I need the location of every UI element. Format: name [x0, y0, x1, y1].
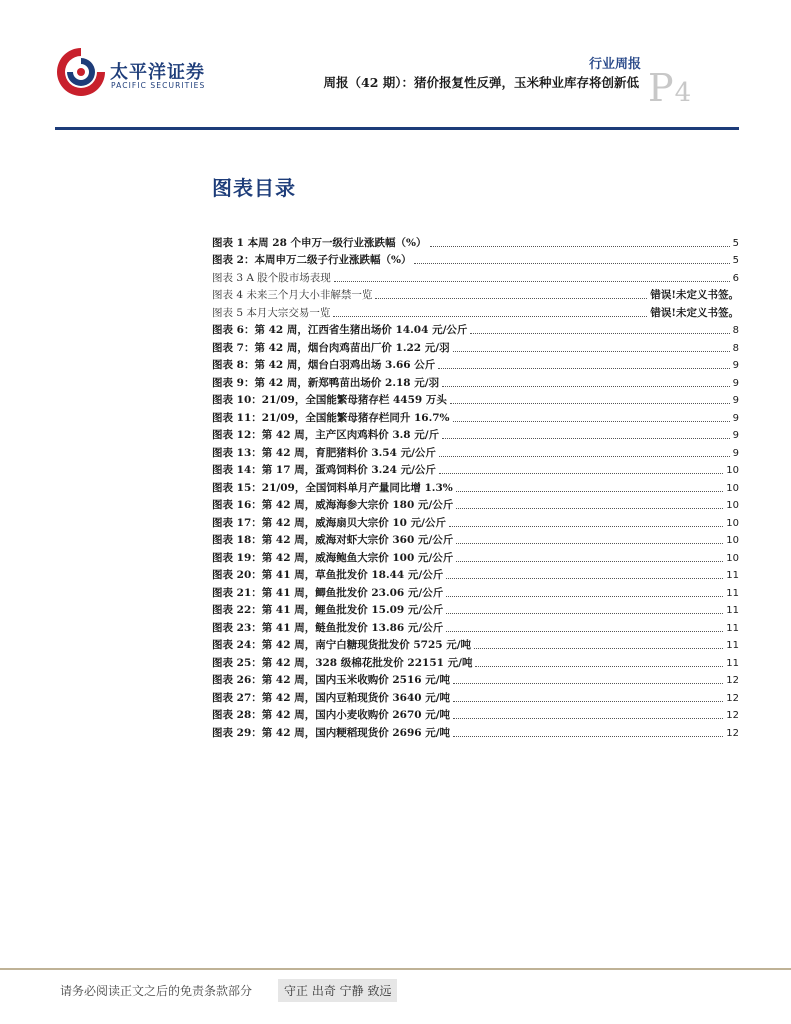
toc-entry[interactable] — [212, 617, 739, 635]
toc-leader-dots — [334, 280, 730, 282]
page-marker — [648, 66, 692, 110]
toc-leader-dots — [453, 700, 723, 702]
toc-entry-page: 10 — [726, 500, 739, 511]
toc-entry[interactable] — [212, 565, 739, 583]
toc-entry-label: 图表 1 本周 28 个申万一级行业涨跌幅（%） — [212, 236, 427, 249]
toc-entry-label: 图表 16：第 42 周，威海海参大宗价 180 元/公斤 — [212, 499, 454, 511]
toc-entry-page: 12 — [726, 675, 739, 686]
toc-entry[interactable] — [212, 355, 739, 373]
toc-entry-label: 图表 28：第 42 周，国内小麦收购价 2670 元/吨 — [212, 709, 451, 721]
toc-entry-page: 10 — [726, 465, 739, 476]
toc-entry-label: 图表 3 A 股个股市场表现 — [212, 271, 331, 284]
toc-entry-label: 图表 13：第 42 周，育肥猪料价 3.54 元/公斤 — [212, 446, 436, 459]
toc-entry[interactable] — [212, 652, 739, 670]
toc-entry[interactable] — [212, 460, 739, 478]
toc-entry[interactable] — [212, 250, 739, 268]
toc-entry[interactable] — [212, 670, 739, 688]
toc-leader-dots — [442, 385, 730, 387]
toc-entry-label: 图表 5 本月大宗交易一览 — [212, 306, 331, 319]
toc-entry-page: 5 — [732, 255, 739, 266]
report-title: 周报（42 期）：猪价报复性反弹，玉米种业库存将创新低 — [323, 75, 639, 90]
toc-entry-label: 图表 11：21/09，全国能繁母猪存栏同升 16.7% — [212, 411, 450, 424]
toc-entry[interactable] — [212, 232, 739, 250]
toc-entry-page: 9 — [732, 395, 739, 406]
toc-entry-label: 图表 7：第 42 周，烟台肉鸡苗出厂价 1.22 元/羽 — [212, 341, 450, 354]
table-of-figures — [212, 232, 739, 740]
toc-leader-dots — [453, 682, 723, 684]
toc-leader-dots — [442, 437, 730, 439]
toc-entry[interactable] — [212, 705, 739, 723]
toc-leader-dots — [475, 665, 723, 667]
footer-motto: 守正 出奇 宁静 致远 — [278, 979, 397, 1002]
toc-entry-page: 5 — [732, 237, 739, 249]
toc-entry-page: 错误!未定义书签。 — [650, 306, 739, 319]
toc-entry-label: 图表 8：第 42 周，烟台白羽鸡出场 3.66 公斤 — [212, 359, 436, 371]
toc-entry-label: 图表 25：第 42 周，328 级棉花批发价 22151 元/吨 — [212, 656, 473, 669]
toc-leader-dots — [430, 245, 730, 247]
toc-entry-label: 图表 20：第 41 周，草鱼批发价 18.44 元/公斤 — [212, 569, 444, 581]
toc-leader-dots — [453, 735, 723, 737]
toc-entry-page: 错误!未定义书签。 — [650, 289, 739, 301]
report-type: 行业周报 — [588, 57, 641, 72]
toc-entry[interactable] — [212, 600, 739, 618]
toc-entry-page: 8 — [732, 342, 739, 354]
toc-entry-page: 6 — [732, 272, 739, 284]
toc-entry-label: 图表 27：第 42 周，国内豆粕现货价 3640 元/吨 — [212, 691, 451, 704]
toc-entry-page: 10 — [726, 517, 739, 529]
toc-leader-dots — [446, 612, 723, 614]
company-name-cn: 太平洋证券 — [110, 62, 205, 83]
toc-entry-label: 图表 17：第 42 周，威海扇贝大宗价 10 元/公斤 — [212, 516, 446, 529]
footer-disclaimer: 请务必阅读正文之后的免责条款部分 — [60, 984, 253, 998]
toc-entry[interactable] — [212, 372, 739, 390]
toc-entry[interactable] — [212, 547, 739, 565]
toc-leader-dots — [375, 297, 647, 299]
toc-entry-label: 图表 18：第 42 周，威海对虾大宗价 360 元/公斤 — [212, 534, 454, 546]
toc-entry-page: 11 — [726, 657, 739, 669]
toc-entry-label: 图表 22：第 41 周，鲤鱼批发价 15.09 元/公斤 — [212, 604, 444, 616]
toc-entry[interactable] — [212, 337, 739, 355]
toc-leader-dots — [414, 262, 729, 264]
toc-heading: 图表目录 — [212, 176, 296, 200]
toc-leader-dots — [438, 367, 729, 369]
toc-entry-page: 11 — [726, 640, 739, 651]
toc-leader-dots — [446, 595, 723, 597]
toc-entry[interactable] — [212, 635, 739, 653]
toc-entry-label: 图表 19：第 42 周，威海鲍鱼大宗价 100 元/公斤 — [212, 551, 454, 564]
toc-entry-page: 9 — [732, 360, 739, 371]
toc-entry[interactable] — [212, 425, 739, 443]
toc-entry-page: 10 — [726, 552, 739, 564]
toc-entry-label: 图表 15：21/09，全国饲料单月产量同比增 1.3% — [212, 481, 453, 494]
toc-entry[interactable] — [212, 442, 739, 460]
toc-entry[interactable] — [212, 267, 739, 285]
toc-leader-dots — [456, 490, 724, 492]
toc-entry-label: 图表 9：第 42 周，新郑鸭苗出场价 2.18 元/羽 — [212, 376, 440, 389]
toc-entry-page: 10 — [726, 482, 739, 494]
toc-entry-label: 图表 4 未来三个月大小非解禁一览 — [212, 289, 373, 301]
toc-leader-dots — [333, 315, 647, 317]
header-divider — [55, 127, 739, 130]
toc-entry[interactable] — [212, 722, 739, 740]
toc-entry-label: 图表 29：第 42 周，国内粳稻现货价 2696 元/吨 — [212, 726, 451, 739]
toc-leader-dots — [439, 472, 723, 474]
toc-leader-dots — [453, 717, 723, 719]
toc-entry-page: 12 — [726, 727, 739, 739]
toc-entry-page: 11 — [726, 622, 739, 634]
toc-entry-label: 图表 12：第 42 周，主产区肉鸡料价 3.8 元/斤 — [212, 429, 440, 441]
toc-entry-page: 9 — [732, 447, 739, 459]
toc-leader-dots — [474, 647, 723, 649]
toc-leader-dots — [456, 542, 723, 544]
footer-divider — [0, 968, 791, 970]
toc-entry-label: 图表 26：第 42 周，国内玉米收购价 2516 元/吨 — [212, 674, 451, 686]
toc-entry-label: 图表 14：第 17 周，蛋鸡饲料价 3.24 元/公斤 — [212, 464, 436, 476]
toc-leader-dots — [453, 350, 730, 352]
toc-leader-dots — [446, 630, 723, 632]
pacific-securities-logo-icon — [55, 46, 107, 98]
toc-entry[interactable] — [212, 285, 739, 303]
toc-entry-page: 11 — [726, 587, 739, 599]
toc-entry-page: 10 — [726, 535, 739, 546]
toc-entry[interactable] — [212, 582, 739, 600]
toc-leader-dots — [456, 560, 723, 562]
toc-entry[interactable] — [212, 530, 739, 548]
toc-entry[interactable] — [212, 687, 739, 705]
toc-leader-dots — [456, 507, 723, 509]
toc-entry[interactable] — [212, 320, 739, 338]
toc-leader-dots — [446, 577, 723, 579]
toc-entry[interactable] — [212, 407, 739, 425]
toc-entry-label: 图表 6：第 42 周，江西省生猪出场价 14.04 元/公斤 — [212, 324, 468, 336]
toc-leader-dots — [449, 525, 723, 527]
toc-leader-dots — [470, 332, 729, 334]
toc-entry-label: 图表 21：第 41 周，鲫鱼批发价 23.06 元/公斤 — [212, 586, 444, 599]
toc-entry[interactable] — [212, 390, 739, 408]
toc-entry-label: 图表 24：第 42 周，南宁白糖现货批发价 5725 元/吨 — [212, 639, 472, 651]
toc-entry-page: 12 — [726, 692, 739, 704]
toc-entry-label: 图表 23：第 41 周，鲢鱼批发价 13.86 元/公斤 — [212, 621, 444, 634]
toc-entry-page: 11 — [726, 605, 739, 616]
page-letter: P — [648, 66, 675, 110]
toc-leader-dots — [453, 420, 730, 422]
toc-entry[interactable] — [212, 495, 739, 513]
toc-entry-label: 图表 10：21/09，全国能繁母猪存栏 4459 万头 — [212, 394, 447, 406]
company-name-en: PACIFIC SECURITIES — [111, 81, 206, 90]
toc-leader-dots — [439, 455, 730, 457]
toc-entry[interactable] — [212, 302, 739, 320]
page-number: 4 — [674, 78, 693, 108]
toc-entry[interactable] — [212, 512, 739, 530]
toc-entry-page: 9 — [732, 412, 739, 424]
toc-entry-page: 9 — [732, 377, 739, 389]
toc-leader-dots — [450, 402, 730, 404]
toc-entry-page: 8 — [732, 325, 739, 336]
toc-entry-page: 12 — [726, 710, 739, 721]
toc-entry-label: 图表 2：本周申万二级子行业涨跌幅（%） — [212, 254, 412, 266]
page-header — [0, 0, 791, 130]
toc-entry-page: 11 — [726, 570, 739, 581]
toc-entry[interactable] — [212, 477, 739, 495]
toc-entry-page: 9 — [732, 430, 739, 441]
